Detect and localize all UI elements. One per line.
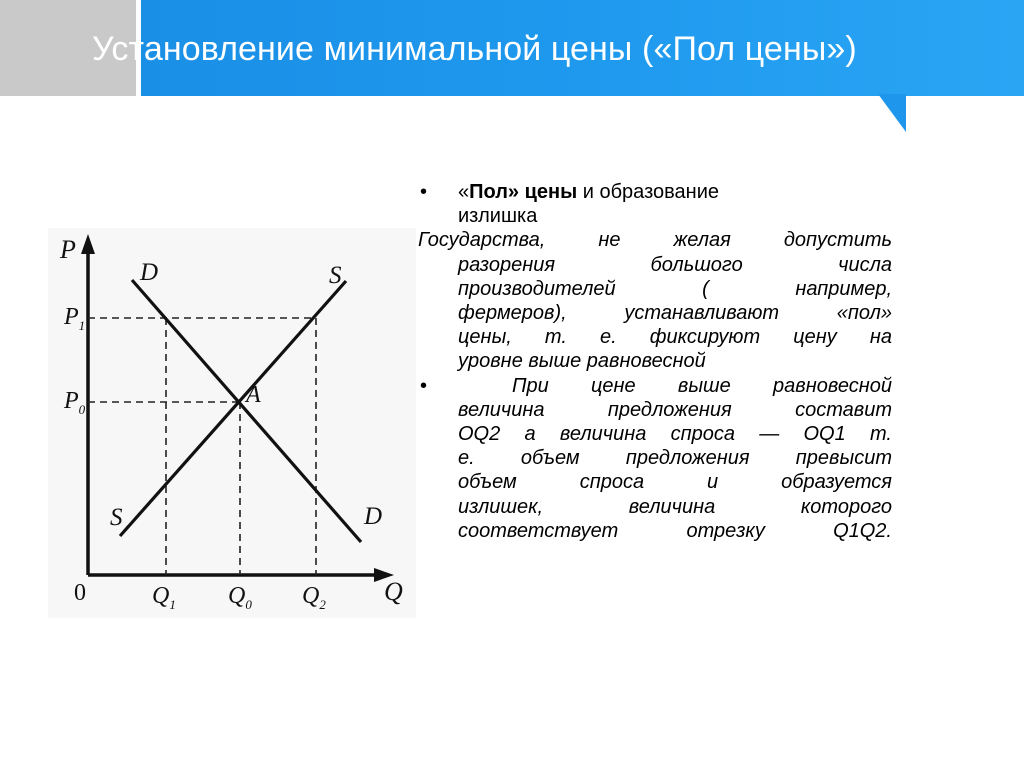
q1-label: $Q_1$ (152, 583, 176, 612)
paragraph-line: Государства, не желая допустить (418, 229, 892, 252)
slide-title: Установление минимальной цены («Пол цены») (92, 30, 857, 68)
demand-label-top: D (140, 259, 159, 286)
graph-svg (48, 228, 416, 618)
paragraph-line: цены, т. е. фиксируют цену на (458, 326, 892, 349)
bullet-2-line: е. объем предложения превысит (458, 447, 892, 470)
bullet-1-open-quote: « (458, 181, 470, 203)
p0-label: $P_0$ (64, 388, 86, 417)
supply-label-top: S (329, 262, 342, 289)
bullet-2-line: При цене выше равновесной (512, 374, 892, 397)
bullet-2-line: объем спроса и образуется (458, 471, 892, 494)
supply-label-bottom: S (110, 504, 123, 531)
bullet-1 (418, 180, 892, 228)
bullet-2-line: OQ2 а величина спроса — OQ1 т. (458, 423, 892, 446)
y-axis-label: P (60, 235, 76, 264)
graph-background (48, 228, 416, 618)
paragraph (418, 228, 892, 373)
supply-demand-graph (48, 228, 416, 618)
bullet-1-rest: и образование (577, 181, 720, 203)
bullet-2-glyph: • (420, 374, 428, 397)
q2-label: $Q_2$ (302, 583, 326, 612)
equilibrium-label: A (246, 382, 261, 408)
bullet-2-line: величина предложения составит (458, 398, 892, 421)
paragraph-line: фермеров), устанавливают «пол» (458, 302, 892, 325)
demand-label-bottom: D (364, 503, 383, 530)
paragraph-line: производителей ( например, (458, 277, 892, 300)
bullet-1-line2: излишка (458, 205, 538, 228)
bullet-2 (418, 374, 892, 543)
p1-label: $P_1$ (64, 304, 86, 333)
paragraph-line: разорения большого числа (458, 253, 892, 276)
explanation-text (418, 180, 892, 543)
origin-label: 0 (74, 580, 86, 606)
banner-tab (878, 94, 906, 132)
bullet-1-bold: Пол» цены (469, 181, 578, 203)
bullet-1-glyph: • (420, 181, 428, 203)
x-axis-label: Q (384, 577, 403, 606)
bullet-2-line: излишек, величина которого (458, 495, 892, 518)
paragraph-line: уровне выше равновесной (458, 350, 706, 373)
bullet-2-line: соответствует отрезку Q1Q2. (458, 519, 892, 542)
q0-label: $Q_0$ (228, 583, 252, 612)
